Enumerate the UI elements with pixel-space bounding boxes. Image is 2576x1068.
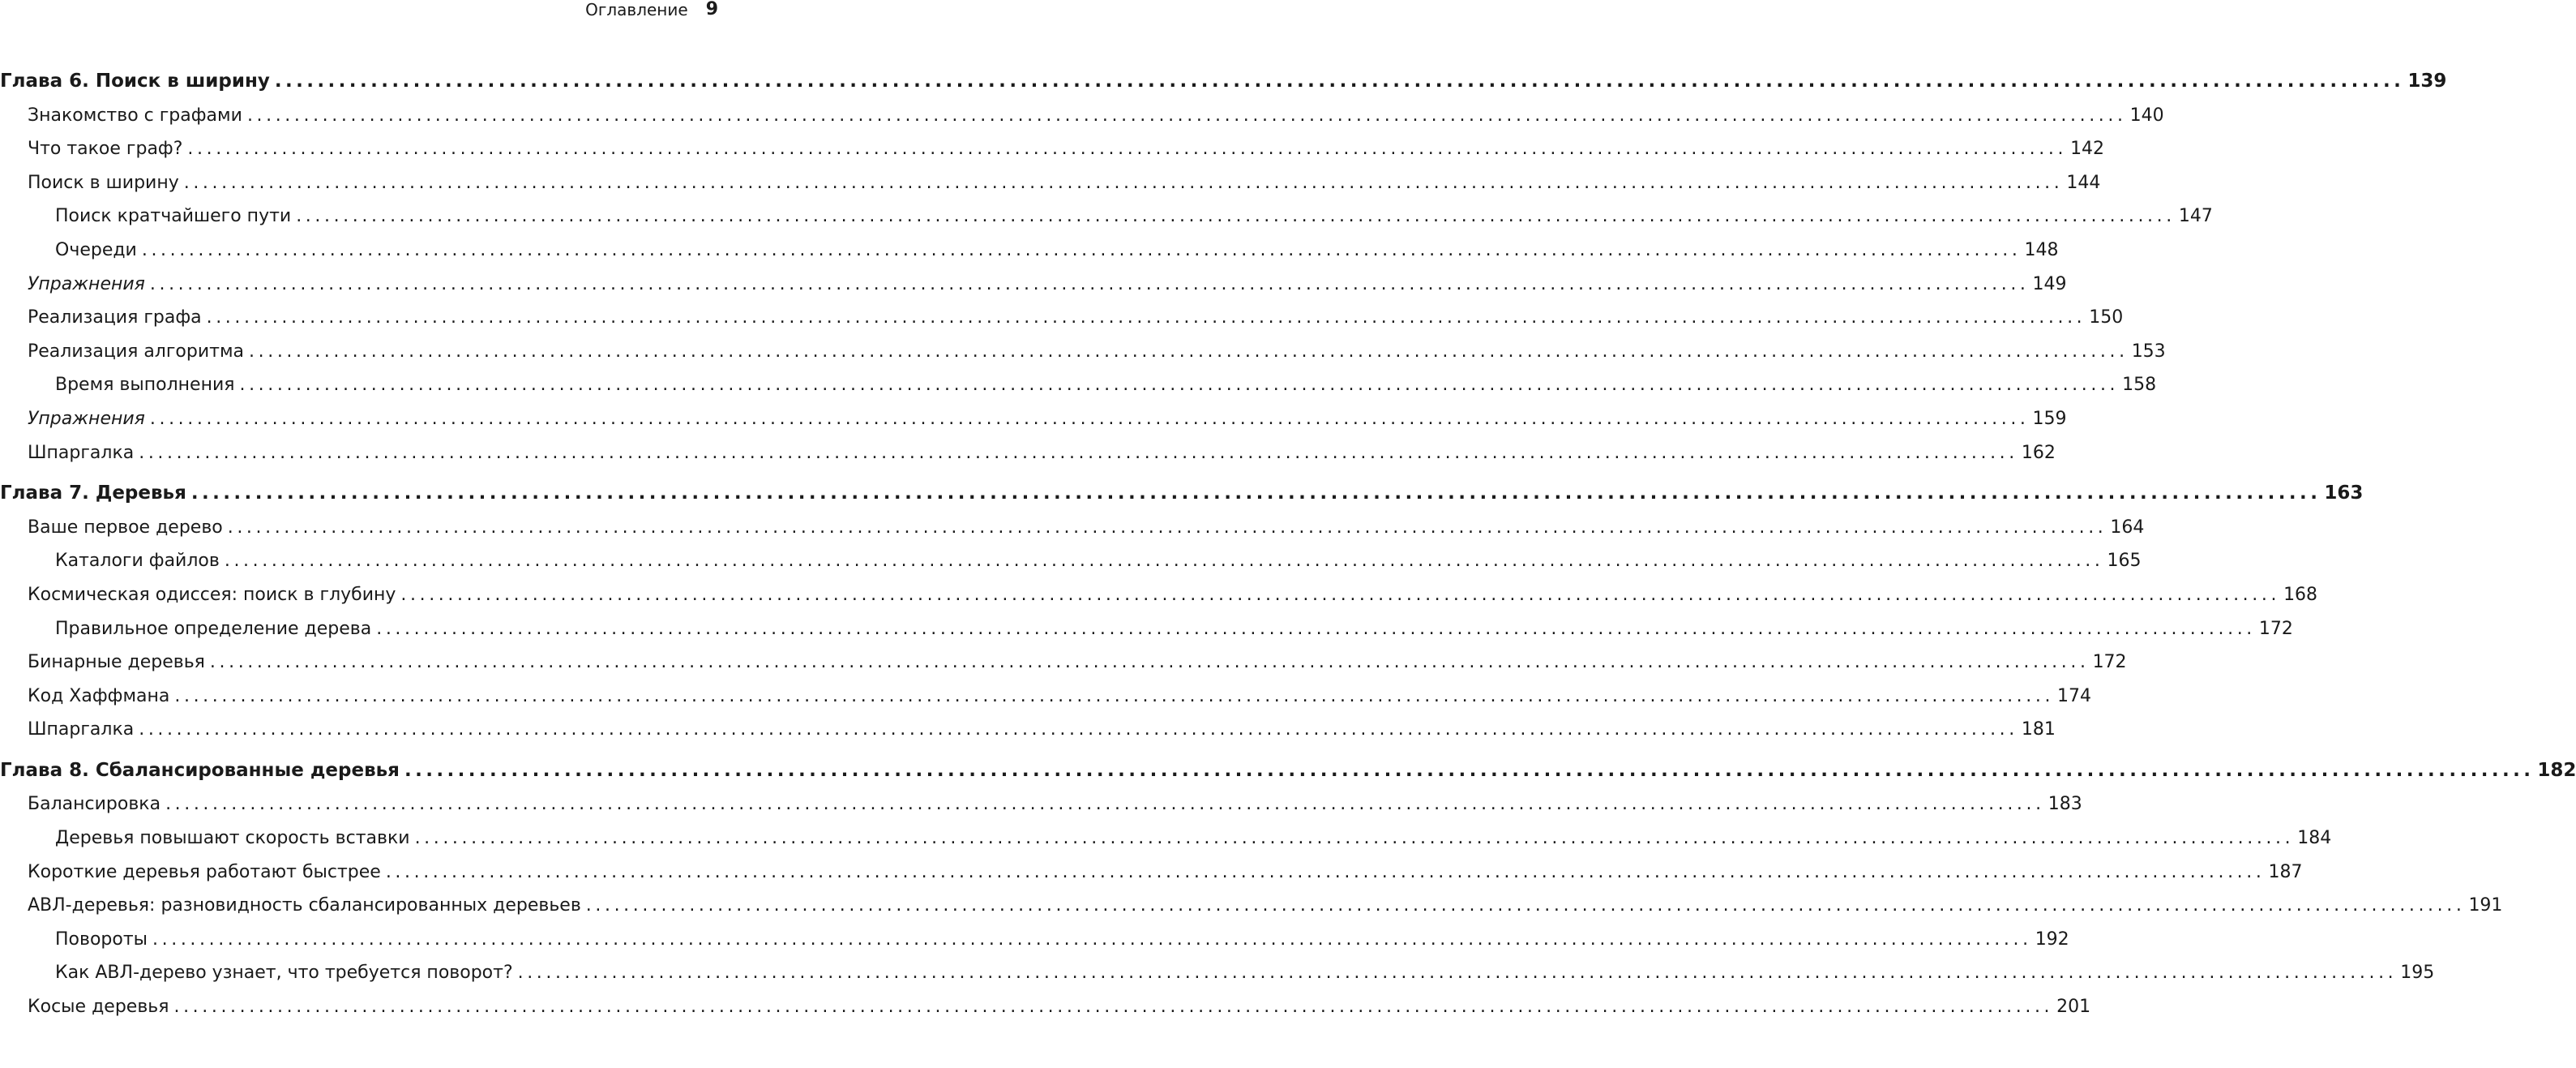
toc-subentry-page-number: 148	[2024, 239, 2059, 260]
toc-subentry-page-number: 165	[2107, 551, 2142, 572]
toc-entry-page-number: 164	[2110, 517, 2145, 538]
chapter-heading-title: Глава 8. Сбалансированные деревья	[0, 759, 400, 781]
dot-leader: ........................................................................................................................................................................................................	[400, 584, 2281, 605]
toc-entry-page-number: 144	[2066, 172, 2101, 193]
toc-entry-title: Короткие деревья работают быстрее	[28, 861, 381, 882]
toc-subentry-page-number: 195	[2400, 963, 2435, 984]
chapter-heading-page-number: 182	[2537, 759, 2576, 781]
toc-entry[interactable]	[0, 646, 2127, 680]
chapter-heading-page-number: 163	[2324, 483, 2364, 504]
dot-leader: ........................................................................................................................................................................................................	[404, 759, 2535, 781]
toc-entry[interactable]	[0, 680, 2092, 714]
toc-subentry-page-number: 172	[2258, 618, 2293, 639]
dot-leader: ........................................................................................................................................................................................................	[139, 719, 2018, 740]
dot-leader: ........................................................................................................................................................................................................	[517, 963, 2398, 984]
toc-entry-page-number: 172	[2092, 652, 2127, 673]
toc-subentry[interactable]	[0, 234, 2059, 268]
toc-subentry-title: Очереди	[55, 239, 137, 260]
toc-entry[interactable]	[0, 436, 2056, 470]
toc-entry-page-number: 140	[2129, 105, 2164, 126]
toc-subentry-title: Время выполнения	[55, 375, 235, 396]
toc-subentry[interactable]	[0, 368, 2157, 402]
toc-entry[interactable]	[0, 166, 2101, 200]
toc-entry-title: Код Хаффмана	[28, 685, 170, 706]
toc-entry-page-number: 191	[2468, 895, 2503, 916]
chapter-heading-page-number: 139	[2407, 71, 2447, 92]
dot-leader: ........................................................................................................................................................................................................	[239, 375, 2120, 396]
chapter-heading[interactable]	[0, 754, 2576, 788]
dot-leader: ........................................................................................................................................................................................................	[187, 139, 2068, 160]
toc-entry-page-number: 162	[2021, 442, 2056, 463]
chapter-heading[interactable]	[0, 477, 2364, 511]
dot-leader: ........................................................................................................................................................................................................	[206, 307, 2086, 328]
chapter-spacer	[0, 470, 721, 477]
dot-leader: ........................................................................................................................................................................................................	[139, 442, 2018, 463]
chapter-heading-title: Глава 7. Деревья	[0, 483, 186, 504]
toc-entry[interactable]	[0, 787, 2082, 821]
chapter-heading[interactable]	[0, 65, 2447, 99]
toc-entry-title: Реализация алгоритма	[28, 341, 245, 362]
toc-entry-title: Ваше первое дерево	[28, 517, 223, 538]
toc-entry-title: Упражнения	[28, 408, 145, 429]
toc-entry[interactable]	[0, 301, 2124, 335]
toc-entry[interactable]	[0, 990, 2091, 1024]
toc-entry[interactable]	[0, 402, 2067, 436]
toc-entry[interactable]	[0, 578, 2318, 612]
toc-entry-page-number: 149	[2032, 273, 2067, 294]
toc-subentry-title: Каталоги файлов	[55, 551, 220, 572]
chapter-heading-title: Глава 6. Поиск в ширину	[0, 71, 270, 92]
toc-entry-page-number: 168	[2283, 584, 2318, 605]
toc-entry-page-number: 187	[2268, 861, 2303, 882]
dot-leader: ........................................................................................................................................................................................................	[152, 929, 2032, 950]
dot-leader: ........................................................................................................................................................................................................	[174, 685, 2055, 706]
toc-entry-title: Шпаргалка	[28, 719, 135, 740]
toc-subentry-title: Как АВЛ-дерево узнает, что требуется поворот?	[55, 963, 513, 984]
toc-entry-title: Бинарные деревья	[28, 652, 205, 673]
toc-entry-title: Поиск в ширину	[28, 172, 179, 193]
toc-entry[interactable]	[0, 511, 2145, 545]
dot-leader: ........................................................................................................................................................................................................	[585, 895, 2466, 916]
toc-subentry[interactable]	[0, 544, 2142, 578]
toc-subentry-page-number: 192	[2035, 929, 2069, 950]
toc-entry-page-number: 153	[2131, 341, 2166, 362]
toc-subentry-page-number: 184	[2297, 828, 2332, 849]
toc-subentry-page-number: 147	[2178, 206, 2213, 227]
dot-leader: ........................................................................................................................................................................................................	[141, 239, 2022, 260]
toc-entry[interactable]	[0, 713, 2056, 747]
toc-subentry[interactable]	[0, 821, 2332, 856]
toc-entry[interactable]	[0, 132, 2105, 166]
dot-leader: ........................................................................................................................................................................................................	[224, 551, 2104, 572]
toc-entry-page-number: 201	[2056, 997, 2091, 1018]
dot-leader: ........................................................................................................................................................................................................	[376, 618, 2256, 639]
toc-entry[interactable]	[0, 268, 2067, 302]
toc-entry-page-number: 150	[2089, 307, 2124, 328]
toc-entry[interactable]	[0, 889, 2503, 923]
dot-leader: ........................................................................................................................................................................................................	[183, 172, 2064, 193]
toc-entry-title: Реализация графа	[28, 307, 202, 328]
toc-entry[interactable]	[0, 99, 2164, 133]
toc-subentry-title: Поиск кратчайшего пути	[55, 206, 292, 227]
toc-entry-title: Космическая одиссея: поиск в глубину	[28, 584, 396, 605]
toc-subentry-title: Повороты	[55, 929, 148, 950]
toc-entry-title: Что такое граф?	[28, 139, 183, 160]
toc-entry-page-number: 183	[2048, 794, 2082, 815]
dot-leader: ........................................................................................................................................................................................................	[227, 517, 2107, 538]
toc-entry-title: Упражнения	[28, 273, 145, 294]
dot-leader: ........................................................................................................................................................................................................	[385, 861, 2266, 882]
toc-subentry[interactable]	[0, 612, 2293, 646]
dot-leader: ........................................................................................................................................................................................................	[296, 206, 2176, 227]
dot-leader: ........................................................................................................................................................................................................	[246, 105, 2127, 126]
toc-entry-page-number: 174	[2057, 685, 2092, 706]
dot-leader: ........................................................................................................................................................................................................	[190, 483, 2321, 504]
dot-leader: ........................................................................................................................................................................................................	[249, 341, 2129, 362]
toc-entry-page-number: 159	[2032, 408, 2067, 429]
toc-entry[interactable]	[0, 856, 2303, 890]
toc-subentry[interactable]	[0, 923, 2069, 957]
toc-entry-title: Балансировка	[28, 794, 161, 815]
toc-entry[interactable]	[0, 335, 2166, 369]
table-of-contents	[0, 65, 2576, 1024]
toc-subentry-title: Деревья повышают скорость вставки	[55, 828, 410, 849]
dot-leader: ........................................................................................................................................................................................................	[274, 71, 2405, 92]
running-header	[585, 0, 721, 19]
chapter-spacer	[0, 747, 721, 754]
toc-subentry[interactable]	[0, 956, 2435, 990]
dot-leader: ........................................................................................................................................................................................................	[149, 408, 2030, 429]
toc-entry-page-number: 181	[2021, 719, 2056, 740]
page-number: 9	[705, 0, 718, 19]
toc-subentry-page-number: 158	[2122, 375, 2157, 396]
toc-subentry-title: Правильное определение дерева	[55, 618, 372, 639]
dot-leader: ........................................................................................................................................................................................................	[173, 997, 2054, 1018]
toc-entry-page-number: 142	[2070, 139, 2105, 160]
toc-subentry[interactable]	[0, 199, 2213, 234]
toc-entry-title: Знакомство с графами	[28, 105, 242, 126]
dot-leader: ........................................................................................................................................................................................................	[209, 652, 2090, 673]
section-title: Оглавление	[585, 0, 688, 19]
dot-leader: ........................................................................................................................................................................................................	[414, 828, 2295, 849]
toc-entry-title: Шпаргалка	[28, 442, 135, 463]
dot-leader: ........................................................................................................................................................................................................	[165, 794, 2045, 815]
toc-entry-title: АВЛ-деревья: разновидность сбалансированных деревьев	[28, 895, 581, 916]
dot-leader: ........................................................................................................................................................................................................	[149, 273, 2030, 294]
toc-entry-title: Косые деревья	[28, 997, 169, 1018]
